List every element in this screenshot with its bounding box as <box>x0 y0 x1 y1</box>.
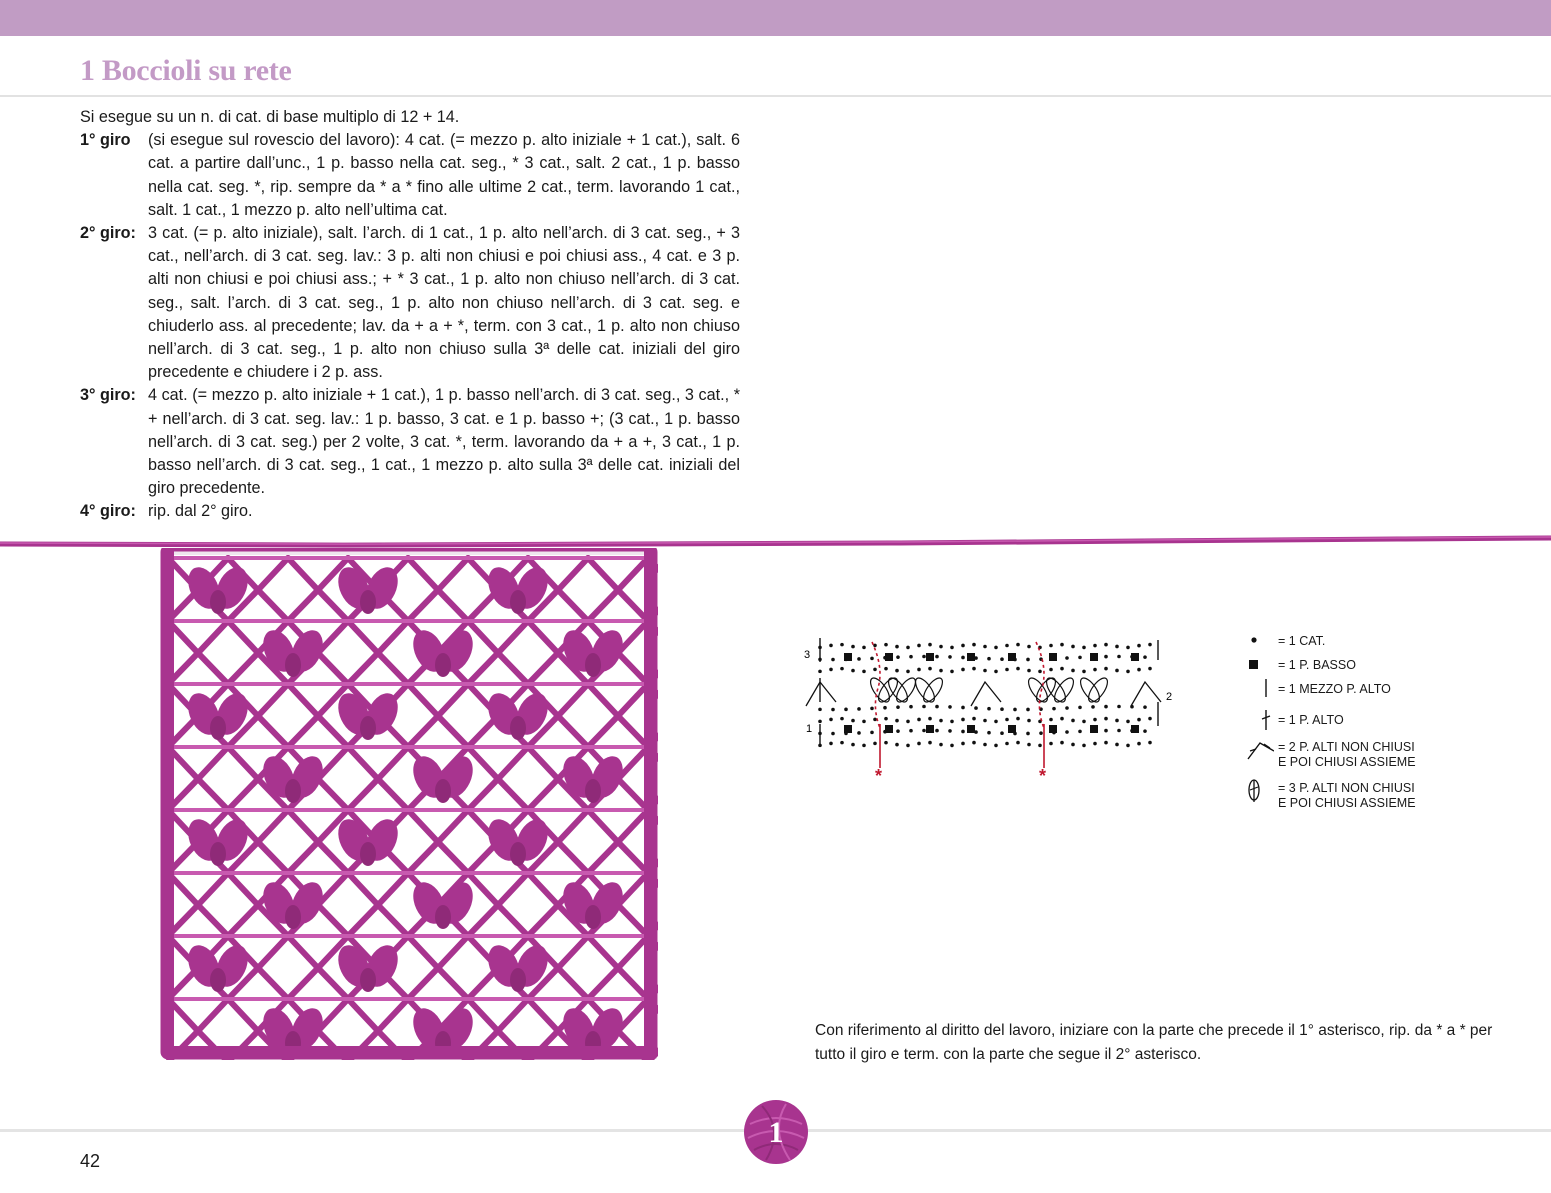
instructions <box>80 106 740 524</box>
chain-dot <box>1060 643 1064 647</box>
chain-dot <box>1005 644 1009 648</box>
single-crochet-square-icon <box>1244 655 1274 681</box>
chain-dot <box>909 655 913 659</box>
legend-item <box>1244 679 1484 709</box>
bud-cluster <box>360 968 376 992</box>
chain-dot <box>1000 657 1004 661</box>
bud-cluster <box>285 905 301 929</box>
chain-dot <box>987 707 991 711</box>
bud-cluster <box>435 905 451 929</box>
bud-cluster <box>210 590 226 614</box>
chain-dot <box>994 720 998 724</box>
instructions-intro: Si esegue su un n. di cat. di base multiplo di 12 + 14. <box>80 108 460 126</box>
chain-dot <box>948 655 952 659</box>
chain-dot <box>1148 741 1152 745</box>
chain-dot <box>1065 706 1069 710</box>
chain-dot <box>829 644 833 648</box>
bud-cluster <box>210 716 226 740</box>
row-text: rip. dal 2° giro. <box>148 502 253 521</box>
chain-dot <box>1126 720 1130 724</box>
chain-dot <box>844 708 848 712</box>
chain-dot <box>1026 658 1030 662</box>
chain-dot <box>896 729 900 733</box>
chain-dot <box>1137 718 1141 722</box>
legend-label: = 2 P. ALTI NON CHIUSI E POI CHIUSI ASSIEME <box>1278 740 1416 769</box>
chain-dot <box>928 643 932 647</box>
chain-dot <box>961 730 965 734</box>
chain-dot <box>1060 741 1064 745</box>
chain-dot <box>862 720 866 724</box>
chain-dot <box>961 706 965 710</box>
chain-dot <box>896 655 900 659</box>
chain-dot <box>983 743 987 747</box>
chain-dot <box>1000 731 1004 735</box>
chain-dot <box>1016 741 1020 745</box>
single-crochet-square <box>1049 653 1057 661</box>
bud-cluster <box>210 842 226 866</box>
chain-dot <box>983 669 987 673</box>
single-crochet-square <box>1049 725 1057 733</box>
row-label: 4° giro: <box>80 502 136 521</box>
chain-dot <box>1027 645 1031 649</box>
chain-dot <box>1115 743 1119 747</box>
chain-dot <box>1026 708 1030 712</box>
chain-dot <box>961 718 965 722</box>
chain-dot <box>829 718 833 722</box>
chain-dot <box>917 644 921 648</box>
chain-dot <box>1104 643 1108 647</box>
chain-dot <box>950 744 954 748</box>
instruction-row <box>80 129 740 222</box>
chain-dot <box>983 645 987 649</box>
row-text: 3 cat. (= p. alto iniziale), salt. l’arch. di 1 cat., 1 p. alto nell’arch. di 3 cat. seg., + 3 cat., nell’arch. di 3 cat. seg. lav.: 3 p. alti non chiusi e poi chiusi ass., 4 cat. e 3 p. alti non chiusi e poi chiusi ass.; + * 3 cat., 1 p. alto non chiuso nell’arch. di 3 cat. seg., salt. l’arch. di 3 cat. seg., 1 p. alto non chiuso nell’arch. di 3 cat. seg. e chiuderlo ass. al precedente; lav. da + a + *, term. con 3 cat., 1 p. alto non chiuso nell’arch. di 3 cat. seg., 1 p. alto non chiuso sulla 3ª delle cat. iniziali del giro precedente e chiudere i 2 p. ass. <box>148 224 740 382</box>
single-crochet-square <box>926 725 934 733</box>
chain-dot <box>928 741 932 745</box>
chain-dot <box>928 667 932 671</box>
chain-dot <box>895 669 899 673</box>
chain-dot <box>1115 719 1119 723</box>
chain-dot <box>972 643 976 647</box>
chain-dot <box>994 670 998 674</box>
chain-dot <box>873 718 877 722</box>
single-crochet-square <box>885 725 893 733</box>
chain-dot <box>972 667 976 671</box>
bud-cluster <box>510 968 526 992</box>
row-label: 1° giro <box>80 131 131 150</box>
chain-dot <box>1104 729 1108 733</box>
chain-dot <box>1049 718 1053 722</box>
chain-dot <box>1078 656 1082 660</box>
chain-dot <box>851 645 855 649</box>
chain-dot <box>1071 669 1075 673</box>
chain-dot <box>948 705 952 709</box>
chain-dot <box>961 644 965 648</box>
chain-dot <box>1082 646 1086 650</box>
chain-dot <box>831 708 835 712</box>
chain-dot <box>862 744 866 748</box>
chart-asterisk: * <box>875 766 883 786</box>
chain-dot <box>1071 743 1075 747</box>
chain-dot <box>1104 655 1108 659</box>
chain-dot <box>862 670 866 674</box>
chain-dot <box>1093 644 1097 648</box>
asterisk-guide-line <box>1036 642 1044 728</box>
chain-dot <box>1078 730 1082 734</box>
chain-dot <box>961 668 965 672</box>
single-crochet-square <box>1131 725 1139 733</box>
pattern-note: Con riferimento al diritto del lavoro, iniziare con la parte che precede il 1° asterisco, rip. da * a * per tutto il giro e term. con la parte che segue il 2° asterisco. <box>815 1022 1493 1063</box>
bud-cluster <box>285 653 301 677</box>
chain-dot <box>935 705 939 709</box>
chain-dot <box>840 717 844 721</box>
bud-cluster <box>510 842 526 866</box>
chain-dot <box>1104 741 1108 745</box>
instruction-row <box>80 384 740 500</box>
chain-dot <box>972 717 976 721</box>
chain-dot <box>1005 718 1009 722</box>
chain-dot <box>873 668 877 672</box>
chain-dot <box>1117 729 1121 733</box>
chain-dot <box>818 720 822 724</box>
single-crochet-square <box>1131 653 1139 661</box>
chain-dot <box>909 729 913 733</box>
chart-row-label: 1 <box>806 723 813 735</box>
chain-dot <box>1115 645 1119 649</box>
dc2tog-mark <box>971 682 1001 706</box>
chain-dot <box>1016 667 1020 671</box>
chain-dot <box>917 742 921 746</box>
chain-dot <box>1082 720 1086 724</box>
chain-dot <box>1093 718 1097 722</box>
chain-dot <box>1148 717 1152 721</box>
chain-dot <box>1000 707 1004 711</box>
chain-dot <box>1148 667 1152 671</box>
chain-dot <box>884 667 888 671</box>
legend-label: = 3 P. ALTI NON CHIUSI E POI CHIUSI ASSIEME <box>1278 781 1416 810</box>
chain-dot <box>857 707 861 711</box>
chain-dot <box>1126 744 1130 748</box>
dc2tog-mark <box>806 682 836 706</box>
chain-dot <box>1117 655 1121 659</box>
chain-dot <box>895 645 899 649</box>
chain-dot <box>884 643 888 647</box>
chain-dot <box>987 657 991 661</box>
chain-dot <box>939 719 943 723</box>
chain-dot <box>1038 670 1042 674</box>
chain-dot <box>840 741 844 745</box>
half-double-crochet-icon <box>1244 679 1274 705</box>
chain-dot <box>1082 744 1086 748</box>
legend-label: = 1 P. BASSO <box>1278 658 1356 672</box>
chain-dot <box>1137 644 1141 648</box>
single-crochet-square <box>926 653 934 661</box>
chain-dot <box>928 717 932 721</box>
single-crochet-square <box>1008 653 1016 661</box>
chain-dot <box>972 741 976 745</box>
bud-cluster <box>435 779 451 803</box>
chain-dot <box>948 729 952 733</box>
chain-dot <box>1091 705 1095 709</box>
chain-dot <box>870 657 874 661</box>
single-crochet-square <box>1008 725 1016 733</box>
chain-dot <box>917 718 921 722</box>
legend-item <box>1244 737 1484 767</box>
single-crochet-square <box>844 653 852 661</box>
chain-dot <box>906 720 910 724</box>
chain-dot <box>1026 732 1030 736</box>
chart-row-label: 2 <box>1166 691 1173 703</box>
legend-item <box>1244 710 1484 740</box>
chain-dot <box>1049 644 1053 648</box>
row-label: 2° giro: <box>80 224 136 243</box>
chain-dot <box>829 668 833 672</box>
chain-dot <box>1038 744 1042 748</box>
chain-dot <box>906 646 910 650</box>
chain-dot <box>895 743 899 747</box>
chain-dot-icon <box>1244 631 1274 657</box>
chain-dot <box>935 655 939 659</box>
chain-dot <box>939 743 943 747</box>
chain-dot <box>939 669 943 673</box>
single-crochet-square <box>844 725 852 733</box>
chain-dot <box>1143 729 1147 733</box>
chain-dot <box>1104 705 1108 709</box>
chain-dot <box>961 656 965 660</box>
chain-dot <box>851 669 855 673</box>
chain-dot <box>818 670 822 674</box>
legend-item <box>1244 778 1484 808</box>
chain-dot <box>1005 668 1009 672</box>
chain-dot <box>857 731 861 735</box>
chart-asterisk: * <box>1039 766 1047 786</box>
chain-dot <box>851 719 855 723</box>
chain-dot <box>884 717 888 721</box>
crochet-swatch-photo <box>158 548 658 1060</box>
chain-dot <box>1065 730 1069 734</box>
chain-dot <box>1027 719 1031 723</box>
bud-cluster <box>210 968 226 992</box>
chain-dot <box>818 708 822 712</box>
chain-dot <box>1005 742 1009 746</box>
single-crochet-square <box>885 653 893 661</box>
pattern-number-badge: 1 <box>768 1116 784 1149</box>
chain-dot <box>935 729 939 733</box>
bud-cluster <box>285 779 301 803</box>
bud-cluster <box>360 590 376 614</box>
instruction-row <box>80 500 740 523</box>
chain-dot <box>1039 731 1043 735</box>
chain-dot <box>917 668 921 672</box>
chain-dot <box>1093 668 1097 672</box>
chain-dot <box>987 731 991 735</box>
chain-dot <box>1117 705 1121 709</box>
chain-dot <box>857 657 861 661</box>
chain-dot <box>1013 708 1017 712</box>
chain-dot <box>831 658 835 662</box>
chain-dot <box>950 646 954 650</box>
chain-dot <box>994 744 998 748</box>
chain-dot <box>896 705 900 709</box>
chain-dot <box>1104 667 1108 671</box>
dc2tog-mark <box>1131 682 1161 706</box>
double-crochet-icon <box>1244 710 1274 736</box>
row-label: 3° giro: <box>80 386 136 405</box>
chain-dot <box>994 646 998 650</box>
single-crochet-square <box>967 653 975 661</box>
chain-dot <box>1082 670 1086 674</box>
chain-dot <box>922 655 926 659</box>
chain-dot <box>1052 707 1056 711</box>
chain-dot <box>840 667 844 671</box>
header-band <box>0 0 1551 36</box>
chain-dot <box>1126 646 1130 650</box>
chain-dot <box>1148 643 1152 647</box>
chain-dot <box>950 720 954 724</box>
chain-dot <box>862 646 866 650</box>
chain-dot <box>906 744 910 748</box>
chain-dot <box>1143 655 1147 659</box>
chain-dot <box>1065 656 1069 660</box>
chain-dot <box>1126 670 1130 674</box>
single-crochet-square <box>1090 653 1098 661</box>
chain-dot <box>1016 643 1020 647</box>
bud-cluster <box>510 590 526 614</box>
chain-dot <box>870 707 874 711</box>
chain-dot <box>909 705 913 709</box>
chain-dot <box>1027 669 1031 673</box>
bud-cluster <box>435 653 451 677</box>
dc2tog-icon <box>1244 737 1274 763</box>
chain-dot <box>1137 668 1141 672</box>
chart-row-label: 3 <box>804 649 811 661</box>
chain-dot <box>895 719 899 723</box>
single-crochet-square <box>1090 725 1098 733</box>
chain-dot <box>1104 717 1108 721</box>
asterisk-guide-line <box>872 642 880 728</box>
chain-dot <box>1143 705 1147 709</box>
legend-label: = 1 CAT. <box>1278 634 1326 648</box>
chain-dot <box>840 643 844 647</box>
legend-label: = 1 P. ALTO <box>1278 713 1344 727</box>
chain-dot <box>1049 668 1053 672</box>
chain-dot <box>1049 742 1053 746</box>
bud-cluster <box>585 779 601 803</box>
chain-dot <box>1016 717 1020 721</box>
chain-dot <box>1078 706 1082 710</box>
single-crochet-square <box>967 725 975 733</box>
page-title: 1 Boccioli su rete <box>80 54 292 87</box>
chain-dot <box>906 670 910 674</box>
chain-dot <box>1093 742 1097 746</box>
chain-dot <box>1027 743 1031 747</box>
chain-dot <box>870 731 874 735</box>
bud-cluster <box>585 653 601 677</box>
bud-cluster <box>510 716 526 740</box>
stitch-diagram <box>800 628 1180 788</box>
chain-dot <box>922 729 926 733</box>
bud-cluster <box>360 716 376 740</box>
chain-dot <box>961 742 965 746</box>
dc3-cluster-icon <box>1244 778 1274 804</box>
chain-dot <box>1137 742 1141 746</box>
chain-dot <box>883 706 887 710</box>
page-number: 42 <box>80 1151 101 1171</box>
chain-dot <box>831 732 835 736</box>
chain-dot <box>1071 719 1075 723</box>
title-divider <box>0 95 1551 97</box>
legend-label: = 1 MEZZO P. ALTO <box>1278 682 1391 696</box>
chain-dot <box>939 645 943 649</box>
bud-cluster <box>585 905 601 929</box>
chain-dot <box>1060 717 1064 721</box>
bud-cluster <box>360 842 376 866</box>
instruction-row <box>80 222 740 384</box>
chain-dot <box>950 670 954 674</box>
chain-dot <box>1071 645 1075 649</box>
chain-dot <box>851 743 855 747</box>
row-text: (si esegue sul rovescio del lavoro): 4 cat. (= mezzo p. alto iniziale + 1 cat.), salt. 6 cat. a partire dall’unc., 1 p. basso nella cat. seg., * 3 cat., salt. 2 cat., 1 p. basso nella cat. seg. *, rip. sempre da * a * fino alle ultime 2 cat., term. lavorando 1 cat., salt. 1 cat., 1 mezzo p. alto nell’ultima cat. <box>148 131 740 219</box>
chain-dot <box>983 719 987 723</box>
chain-dot <box>829 742 833 746</box>
row-text: 4 cat. (= mezzo p. alto iniziale + 1 cat.), 1 p. basso nell’arch. di 3 cat. seg., 3 cat., * + nell’arch. di 3 cat. seg. lav.: 1 p. basso, 3 cat. e 1 p. basso +; (3 cat., 1 p. basso nell’arch. di 3 cat. seg.) per 2 volte, 3 cat. *, term. lavorando da + a +, 3 cat., 1 p. basso nell’arch. di 3 cat. seg., 1 cat., 1 mezzo p. alto sulla 3ª delle cat. iniziali del giro precedente. <box>148 386 740 498</box>
chain-dot <box>922 705 926 709</box>
chain-dot <box>1060 667 1064 671</box>
chain-dot <box>974 706 978 710</box>
chain-dot <box>873 742 877 746</box>
chain-dot <box>1115 669 1119 673</box>
chain-dot <box>884 741 888 745</box>
